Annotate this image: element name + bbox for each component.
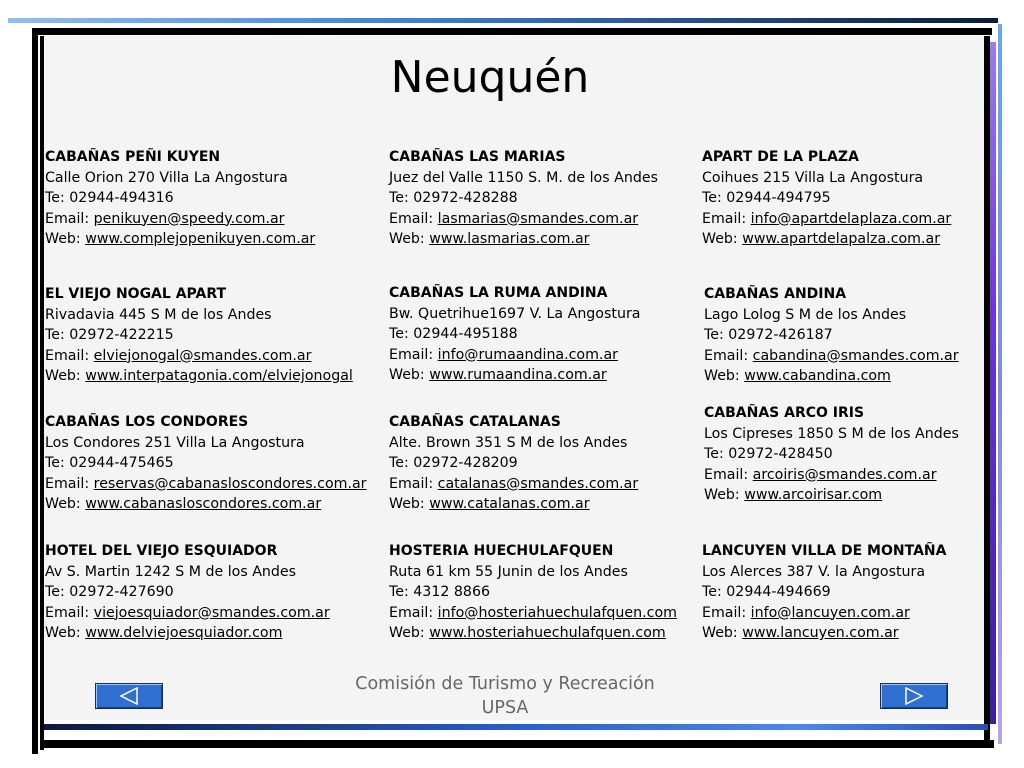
contact-web-link[interactable]: www.apartdelapalza.com.ar (742, 231, 941, 247)
web-label: Web: (45, 231, 81, 247)
triangle-right-icon (904, 687, 924, 705)
contact-email-link[interactable]: catalanas@smandes.com.ar (437, 475, 639, 492)
contact-name: CABAÑAS CATALANAS (389, 414, 561, 430)
contact-address: Lago Lolog S M de los Andes (704, 306, 907, 323)
contact-web-link[interactable]: www.lancuyen.com.ar (742, 625, 899, 641)
contact-email-line (45, 474, 366, 495)
contact-phone: 02972-428209 (413, 455, 518, 471)
contact-phone-line (704, 444, 959, 465)
contact-card (389, 412, 638, 515)
phone-label: Te: (45, 455, 65, 471)
email-label: Email: (45, 347, 90, 364)
contact-name: EL VIEJO NOGAL APART (45, 286, 227, 302)
contact-email-link[interactable]: info@hosteriahuechulafquen.com (437, 604, 677, 621)
contact-phone: 02944-475465 (69, 455, 174, 471)
contact-card (45, 147, 315, 250)
contact-phone-line (702, 188, 951, 209)
contact-address: Ruta 61 km 55 Junin de los Andes (389, 563, 628, 580)
contact-web-line (45, 494, 366, 515)
contact-web-line (389, 365, 640, 386)
web-label: Web: (389, 367, 425, 383)
contact-email-line (45, 209, 315, 230)
web-label: Web: (704, 487, 740, 503)
web-label: Web: (389, 625, 425, 641)
contact-name: CABAÑAS LA RUMA ANDINA (389, 285, 608, 301)
contact-phone: 02972-427690 (69, 584, 174, 600)
previous-slide-button[interactable] (95, 683, 163, 709)
footer-line-university: UPSA (481, 698, 529, 718)
email-label: Email: (704, 347, 749, 364)
contact-card (45, 412, 366, 515)
contact-card (389, 541, 677, 644)
contact-address: Av S. Martin 1242 S M de los Andes (45, 563, 297, 580)
contact-phone: 02944-494316 (69, 190, 174, 206)
contact-phone-line (389, 188, 658, 209)
web-label: Web: (702, 231, 738, 247)
contact-phone-line (389, 582, 677, 603)
phone-label: Te: (45, 190, 65, 206)
contact-phone: 02944-494795 (726, 190, 831, 206)
frame-right-gradient-bar (990, 42, 996, 724)
contact-card (702, 147, 951, 250)
footer-line-organization: Comisión de Turismo y Recreación (355, 674, 655, 694)
contact-web-link[interactable]: www.delviejoesquiador.com (85, 625, 283, 641)
contact-email-link[interactable]: penikuyen@speedy.com.ar (93, 210, 285, 227)
contact-phone: 02972-428288 (413, 190, 518, 206)
contact-email-link[interactable]: elviejonogal@smandes.com.ar (93, 347, 312, 364)
contact-web-link[interactable]: www.rumaandina.com.ar (429, 367, 607, 383)
contact-email-line (389, 474, 638, 495)
contact-card (45, 284, 353, 387)
contact-email-line (702, 209, 951, 230)
contact-phone-line (45, 453, 366, 474)
contact-web-line (45, 623, 330, 644)
contact-email-line (45, 603, 330, 624)
contact-web-link[interactable]: www.arcoirisar.com (744, 487, 883, 503)
email-label: Email: (702, 210, 747, 227)
contact-address: Juez del Valle 1150 S. M. de los Andes (389, 169, 658, 186)
contact-name: LANCUYEN VILLA DE MONTAÑA (702, 543, 947, 559)
contact-phone-line (389, 453, 638, 474)
contact-name: CABAÑAS LOS CONDORES (45, 414, 249, 430)
contact-phone: 02944-494669 (726, 584, 831, 600)
contact-name: CABAÑAS LAS MARIAS (389, 149, 566, 165)
email-label: Email: (702, 604, 747, 621)
email-label: Email: (45, 475, 90, 492)
contact-phone-line (389, 324, 640, 345)
contact-email-link[interactable]: cabandina@smandes.com.ar (752, 347, 959, 364)
web-label: Web: (389, 496, 425, 512)
contact-phone-line (45, 188, 315, 209)
contact-web-link[interactable]: www.complejopenikuyen.com.ar (85, 231, 316, 247)
web-label: Web: (45, 496, 81, 512)
contact-email-line (704, 346, 959, 367)
contact-phone-line (45, 325, 353, 346)
contact-card (702, 541, 946, 644)
contact-email-line (702, 603, 946, 624)
phone-label: Te: (45, 584, 65, 600)
contact-name: CABAÑAS ARCO IRIS (704, 405, 865, 421)
contact-card (45, 541, 330, 644)
phone-label: Te: (389, 584, 409, 600)
frame-left-outer-bar (32, 28, 38, 754)
contact-web-link[interactable]: www.cabandina.com (744, 368, 891, 384)
contact-name: HOTEL DEL VIEJO ESQUIADOR (45, 543, 278, 559)
phone-label: Te: (702, 190, 722, 206)
frame-right-thin-bar (998, 24, 1002, 744)
email-label: Email: (704, 466, 749, 483)
web-label: Web: (45, 368, 81, 384)
phone-label: Te: (389, 326, 409, 342)
contact-name: APART DE LA PLAZA (702, 149, 859, 165)
contact-web-line (702, 229, 951, 250)
email-label: Email: (389, 604, 434, 621)
contact-address: Bw. Quetrihue1697 V. La Angostura (389, 305, 641, 322)
contact-web-line (389, 229, 658, 250)
frame-bottom-black-bar (44, 740, 994, 748)
email-label: Email: (45, 210, 90, 227)
email-label: Email: (389, 346, 434, 363)
contact-email-link[interactable]: info@lancuyen.com.ar (750, 604, 910, 621)
contact-address: Los Alerces 387 V. la Angostura (702, 563, 926, 580)
contact-card (389, 283, 640, 386)
contact-name: CABAÑAS PEÑI KUYEN (45, 149, 221, 165)
contact-web-link[interactable]: www.interpatagonia.com/elviejonogal (85, 368, 353, 384)
contact-address: Los Condores 251 Villa La Angostura (45, 434, 305, 451)
contact-address: Calle Orion 270 Villa La Angostura (45, 169, 288, 186)
contact-email-line (704, 465, 959, 486)
phone-label: Te: (702, 584, 722, 600)
contact-web-line (704, 366, 959, 387)
contact-phone: 02972-428450 (728, 446, 833, 462)
contact-address: Rivadavia 445 S M de los Andes (45, 306, 272, 323)
contact-card (389, 147, 658, 250)
web-label: Web: (389, 231, 425, 247)
triangle-left-icon (119, 687, 139, 705)
contact-web-link[interactable]: www.catalanas.com.ar (429, 496, 590, 512)
contact-web-link[interactable]: www.lasmarias.com.ar (429, 231, 590, 247)
web-label: Web: (702, 625, 738, 641)
contact-card (704, 403, 959, 506)
contact-address: Alte. Brown 351 S M de los Andes (389, 434, 628, 451)
web-label: Web: (45, 625, 81, 641)
contact-phone: 02944-495188 (413, 326, 518, 342)
email-label: Email: (45, 604, 90, 621)
contact-email-link[interactable]: info@apartdelaplaza.com.ar (750, 210, 952, 227)
email-label: Email: (389, 210, 434, 227)
contact-email-link[interactable]: info@rumaandina.com.ar (437, 346, 618, 363)
contact-web-line (45, 366, 353, 387)
contact-email-line (389, 209, 658, 230)
contact-web-line (389, 494, 638, 515)
frame-top-black-bar (32, 28, 992, 35)
email-label: Email: (389, 475, 434, 492)
contact-web-line (702, 623, 946, 644)
contact-web-link[interactable]: www.cabanasloscondores.com.ar (85, 496, 322, 512)
contact-phone: 02972-426187 (728, 327, 833, 343)
web-label: Web: (704, 368, 740, 384)
contact-name: HOSTERIA HUECHULAFQUEN (389, 543, 614, 559)
contact-card (704, 284, 959, 387)
contact-web-line (45, 229, 315, 250)
contact-web-line (389, 623, 677, 644)
contact-web-line (704, 485, 959, 506)
contact-email-link[interactable]: arcoiris@smandes.com.ar (752, 466, 937, 483)
contact-phone-line (45, 582, 330, 603)
contact-phone: 4312 8866 (413, 584, 491, 600)
contact-email-link[interactable]: lasmarias@smandes.com.ar (437, 210, 639, 227)
contact-phone-line (704, 325, 959, 346)
contact-address: Coihues 215 Villa La Angostura (702, 169, 924, 186)
contact-email-line (389, 345, 640, 366)
contact-address: Los Cipreses 1850 S M de los Andes (704, 425, 959, 442)
phone-label: Te: (389, 190, 409, 206)
contact-name: CABAÑAS ANDINA (704, 286, 847, 302)
contact-web-link[interactable]: www.hosteriahuechulafquen.com (429, 625, 666, 641)
frame-bottom-gradient-bar (44, 724, 988, 730)
contact-email-line (45, 346, 353, 367)
phone-label: Te: (389, 455, 409, 471)
page-title: Neuquén (390, 52, 590, 103)
contact-email-link[interactable]: viejoesquiador@smandes.com.ar (93, 604, 330, 621)
contact-phone: 02972-422215 (69, 327, 174, 343)
phone-label: Te: (704, 327, 724, 343)
next-slide-button[interactable] (880, 683, 948, 709)
phone-label: Te: (704, 446, 724, 462)
contact-email-line (389, 603, 677, 624)
contact-email-link[interactable]: reservas@cabanasloscondores.com.ar (93, 475, 367, 492)
contact-phone-line (702, 582, 946, 603)
footer-caption (330, 672, 680, 720)
frame-left-inner-bar (40, 36, 44, 750)
phone-label: Te: (45, 327, 65, 343)
frame-top-gradient-bar (8, 18, 998, 23)
